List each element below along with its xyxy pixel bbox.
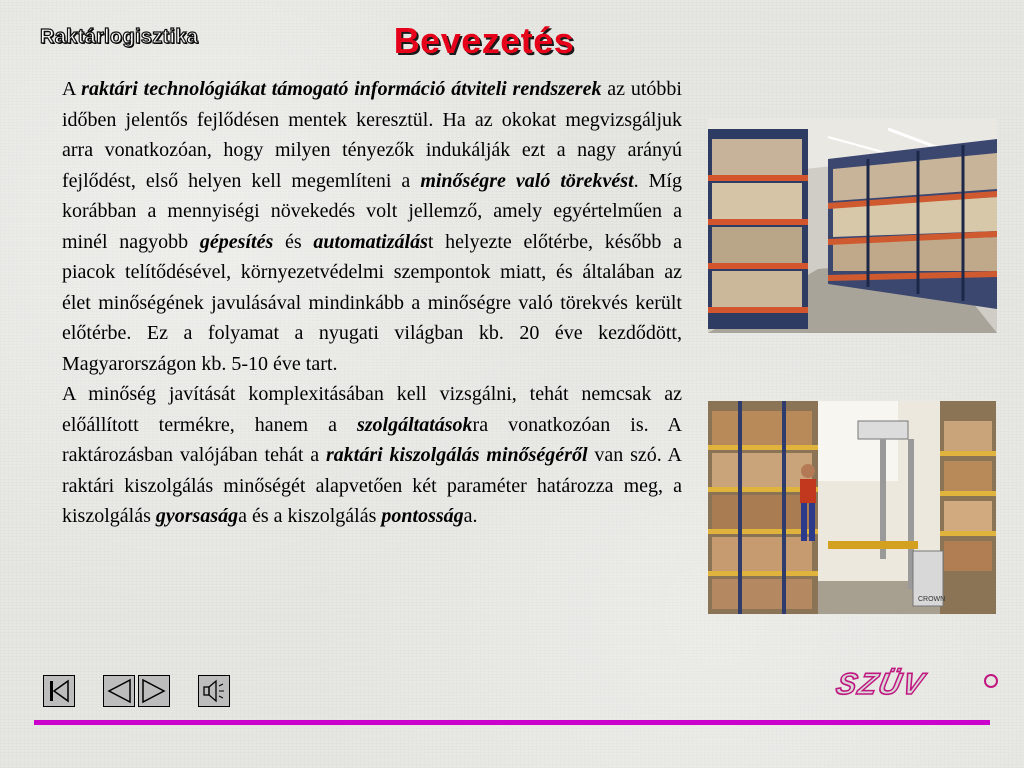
- brand-label: Raktárlogisztika: [40, 26, 199, 48]
- emphasis-text: minőségre való törekvést: [420, 169, 634, 192]
- emphasis-text: gépesítés: [199, 230, 274, 253]
- svg-text:CROWN: CROWN: [918, 596, 946, 603]
- registered-mark-icon: [984, 674, 998, 688]
- emphasis-text: szolgáltatások: [356, 413, 473, 436]
- previous-slide-icon[interactable]: [103, 675, 135, 707]
- paragraph-1: [62, 74, 682, 379]
- szuv-logo: SZÜV: [833, 668, 929, 701]
- text-run: A: [62, 78, 82, 100]
- next-slide-icon[interactable]: [138, 675, 170, 707]
- sound-icon[interactable]: [198, 675, 230, 707]
- emphasis-text: raktári technológiákat támogató információ átviteli rendszerek: [81, 78, 602, 100]
- warehouse-shelving-photo: [708, 119, 997, 333]
- page-title: Bevezetés: [393, 20, 575, 61]
- text-run: van szó. A raktári kiszolgálás minőségét alapvetően két paraméter határozza meg, a kiszolgálás: [62, 444, 682, 527]
- emphasis-text: gyorsaság: [155, 505, 239, 527]
- text-run: . Míg korábban a mennyiségi növekedés volt jellemző, amely egyértelműen a minél nagyobb: [62, 169, 682, 253]
- text-run: az utóbbi időben jelentős fejlődésen mentek keresztül. Ha az okokat megvizsgáljuk arra vonatkozóan, hogy milyen tényezők indukálják ezt a nagy arányú fejlődést, első helyen kell megemlíteni a: [62, 78, 682, 192]
- first-slide-icon[interactable]: [43, 675, 75, 707]
- text-run: t helyezte előtérbe, később a piacok telítődésével, környezetvédelmi szempontok miatt, és általában az élet minőségének javulásával mindinkább a minőségre való törekvés került előtérbe. Ez a folyamat a nyugati világban kb. 20 éve kezdődött, Magyarországon kb. 5-10 éve tart.: [62, 230, 682, 375]
- text-run: ra vonatkozóan is. A raktározásban valójában tehát a: [62, 413, 682, 466]
- emphasis-text: pontosság: [381, 505, 464, 527]
- text-run: a.: [463, 505, 478, 527]
- text-run: és: [273, 230, 314, 253]
- main-text: [62, 74, 682, 532]
- footer-divider: [34, 720, 990, 725]
- warehouse-order-picker-photo: [708, 401, 996, 614]
- paragraph-2: [62, 379, 682, 532]
- emphasis-text: automatizálás: [313, 230, 428, 253]
- text-run: a és a kiszolgálás: [238, 505, 382, 527]
- emphasis-text: raktári kiszolgálás minőségéről: [325, 444, 588, 466]
- text-run: A minőség javítását komplexitásában kell vizsgálni, tehát nemcsak az előállított termékre, hanem a: [62, 383, 682, 436]
